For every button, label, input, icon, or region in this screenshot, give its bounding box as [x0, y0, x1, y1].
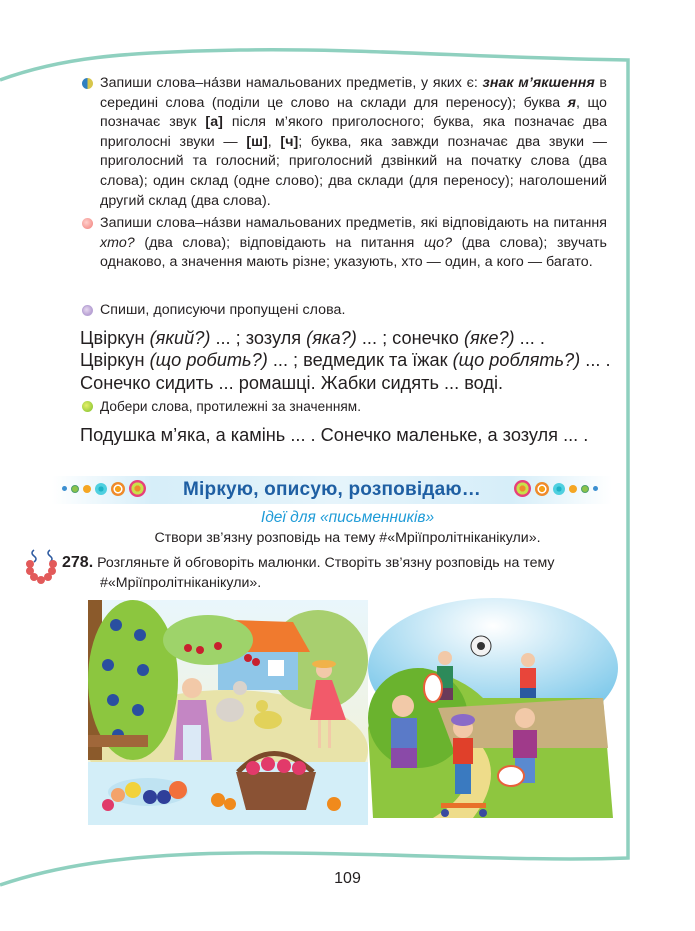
flower-icon: [569, 485, 577, 493]
exercise-line: Цвіркун (що робить?) ... ; ведмедик та їжак (що роблять?) ... .: [80, 350, 611, 371]
task-who-what: [82, 214, 607, 273]
exercise-fill-in: [80, 327, 620, 394]
task-antonyms: [82, 397, 607, 417]
section-prompt: Створи зв’язну розповідь на тему #«Мріїпролітніканікули».: [154, 530, 541, 546]
section-title: Міркую, описую, розповідаю…: [183, 479, 481, 500]
task-278: [62, 553, 612, 593]
section-subtitle: Ідеї для «письменників»: [260, 509, 435, 526]
pink-dot-icon: [82, 218, 93, 229]
task-copy-missing: [82, 301, 607, 321]
task-number: 278.: [62, 554, 94, 571]
beads-icon: [22, 547, 60, 585]
village-garden-illustration: [88, 600, 368, 825]
exercise-line: Сонечко сидить ... ромашці. Жабки сидять ... воді.: [80, 372, 504, 393]
flower-icon: [514, 480, 531, 497]
flower-icon: [593, 486, 598, 491]
task-text: Добери слова, протилежні за значенням.: [100, 399, 362, 414]
task-text: Спиши, дописуючи пропущені слова.: [100, 302, 346, 318]
task-soft-sign: [82, 74, 607, 211]
exercise-line: Цвіркун (який?) ... ; зозуля (яка?) ... ; сонечко (яке?) ... .: [80, 328, 545, 348]
task-text: #«Мріїпролітніканікули».: [100, 574, 262, 591]
task-text: Запиши слова–на́зви намальованих предметів, які відповідають на питання хто? (два слова); відповідають на питання що? (два слова); звучать однаково, а значення мають різне; указують, хто — один, а кого — багато.: [100, 215, 607, 271]
flower-icon: [581, 485, 589, 493]
violet-dot-icon: [82, 305, 93, 316]
green-dot-icon: [82, 401, 93, 412]
exercise-antonyms: Подушка м’яка, а камінь ... . Сонечко маленьке, а зозуля ... .: [80, 425, 589, 445]
section-banner: [52, 476, 612, 504]
task-text: Розгляньте й обговоріть малюнки. Створіть зв’язну розповідь на тему: [97, 555, 555, 571]
flower-icon: [553, 483, 565, 495]
task-text: Запиши слова–на́зви намальованих предметів, у яких є: знак м’якшення в середині слова (поділи це слово на склади для переносу); буква я, що позначає звук [а] після м’якого приголосного; буква, яка позначає два приголосні звуки — [ш], [ч]; буква, яка завжди позначає два звуки — приголосний та голосний; приголосний дзвінкий на початку слова (два слова); один склад (одне слово); два склади (для переносу); наголошений другий склад (два слова).: [100, 75, 608, 209]
playground-illustration: [363, 598, 618, 828]
blue-yellow-dot-icon: [82, 78, 93, 89]
flower-icon: [535, 482, 549, 496]
flower-decoration-right: [514, 480, 598, 497]
page-number: 109: [334, 870, 361, 887]
